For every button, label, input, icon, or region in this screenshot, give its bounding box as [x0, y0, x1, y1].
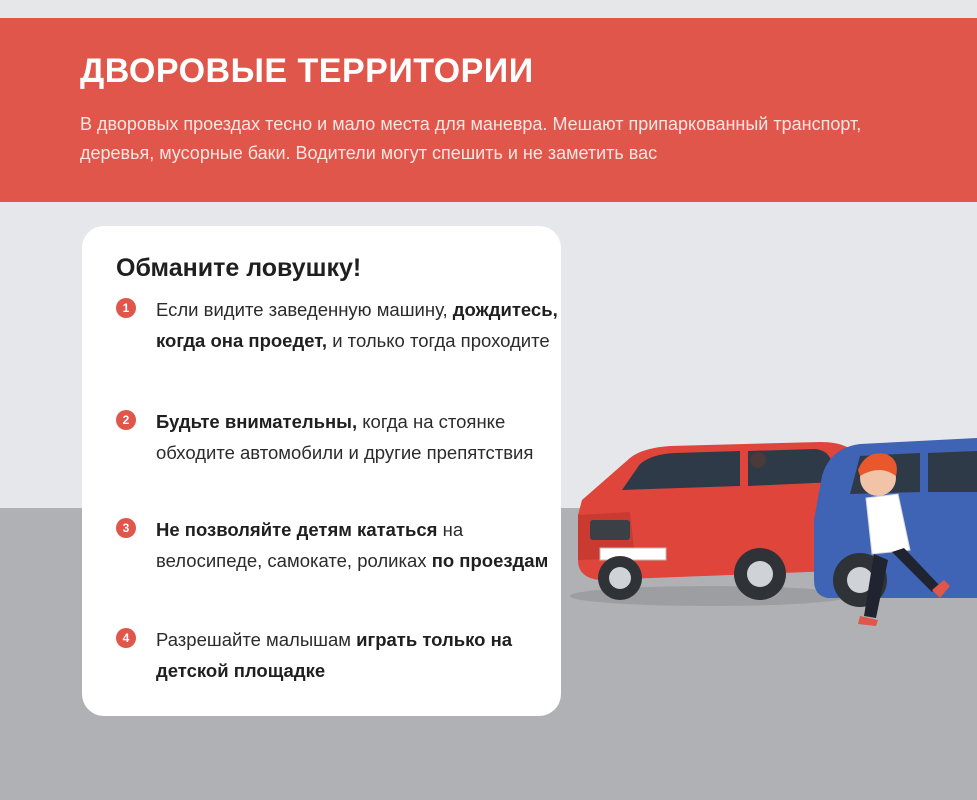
- page-title: ДВОРОВЫЕ ТЕРРИТОРИИ: [80, 52, 534, 90]
- tip-text-bold: Не позволяйте детям кататься: [156, 519, 438, 540]
- tip-text: [156, 294, 566, 356]
- header-banner: [0, 18, 977, 202]
- tip-text-part: когда на стоянке обходите автомобили и другие препятствия: [156, 411, 534, 463]
- tip-text-part: на велосипеде, самокате, роликах: [156, 519, 464, 571]
- header-description: В дворовых проездах тесно и мало места для маневра. Мешают припаркованный транспорт, деревья, мусорные баки. Водители могут спешить и не заметить вас: [80, 114, 862, 163]
- tip-text: [156, 406, 566, 468]
- tip-text: [156, 624, 566, 686]
- tip-text-part: Разрешайте малышам: [156, 629, 357, 650]
- tip-text-bold: дождитесь, когда она проедет,: [156, 299, 558, 351]
- tip-number-badge: 3: [116, 518, 136, 538]
- tip-text: [156, 514, 566, 576]
- cars-illustration-svg: [560, 420, 977, 640]
- tip-text-part: и только тогда проходите: [327, 330, 550, 351]
- top-strip: [0, 0, 977, 18]
- tips-card: [82, 226, 561, 716]
- tip-text-bold: по проездам: [431, 550, 549, 571]
- card-title: Обманите ловушку!: [116, 254, 362, 282]
- tip-text-bold: играть только на детской площадке: [156, 629, 513, 681]
- tip-number-badge: 4: [116, 628, 136, 648]
- tip-text-part: Если видите заведенную машину,: [156, 299, 453, 320]
- tip-text-bold: Будьте внимательны,: [156, 411, 358, 432]
- tip-number-badge: 2: [116, 410, 136, 430]
- cars-and-running-child-illustration: [560, 420, 977, 645]
- tip-number-badge: 1: [116, 298, 136, 318]
